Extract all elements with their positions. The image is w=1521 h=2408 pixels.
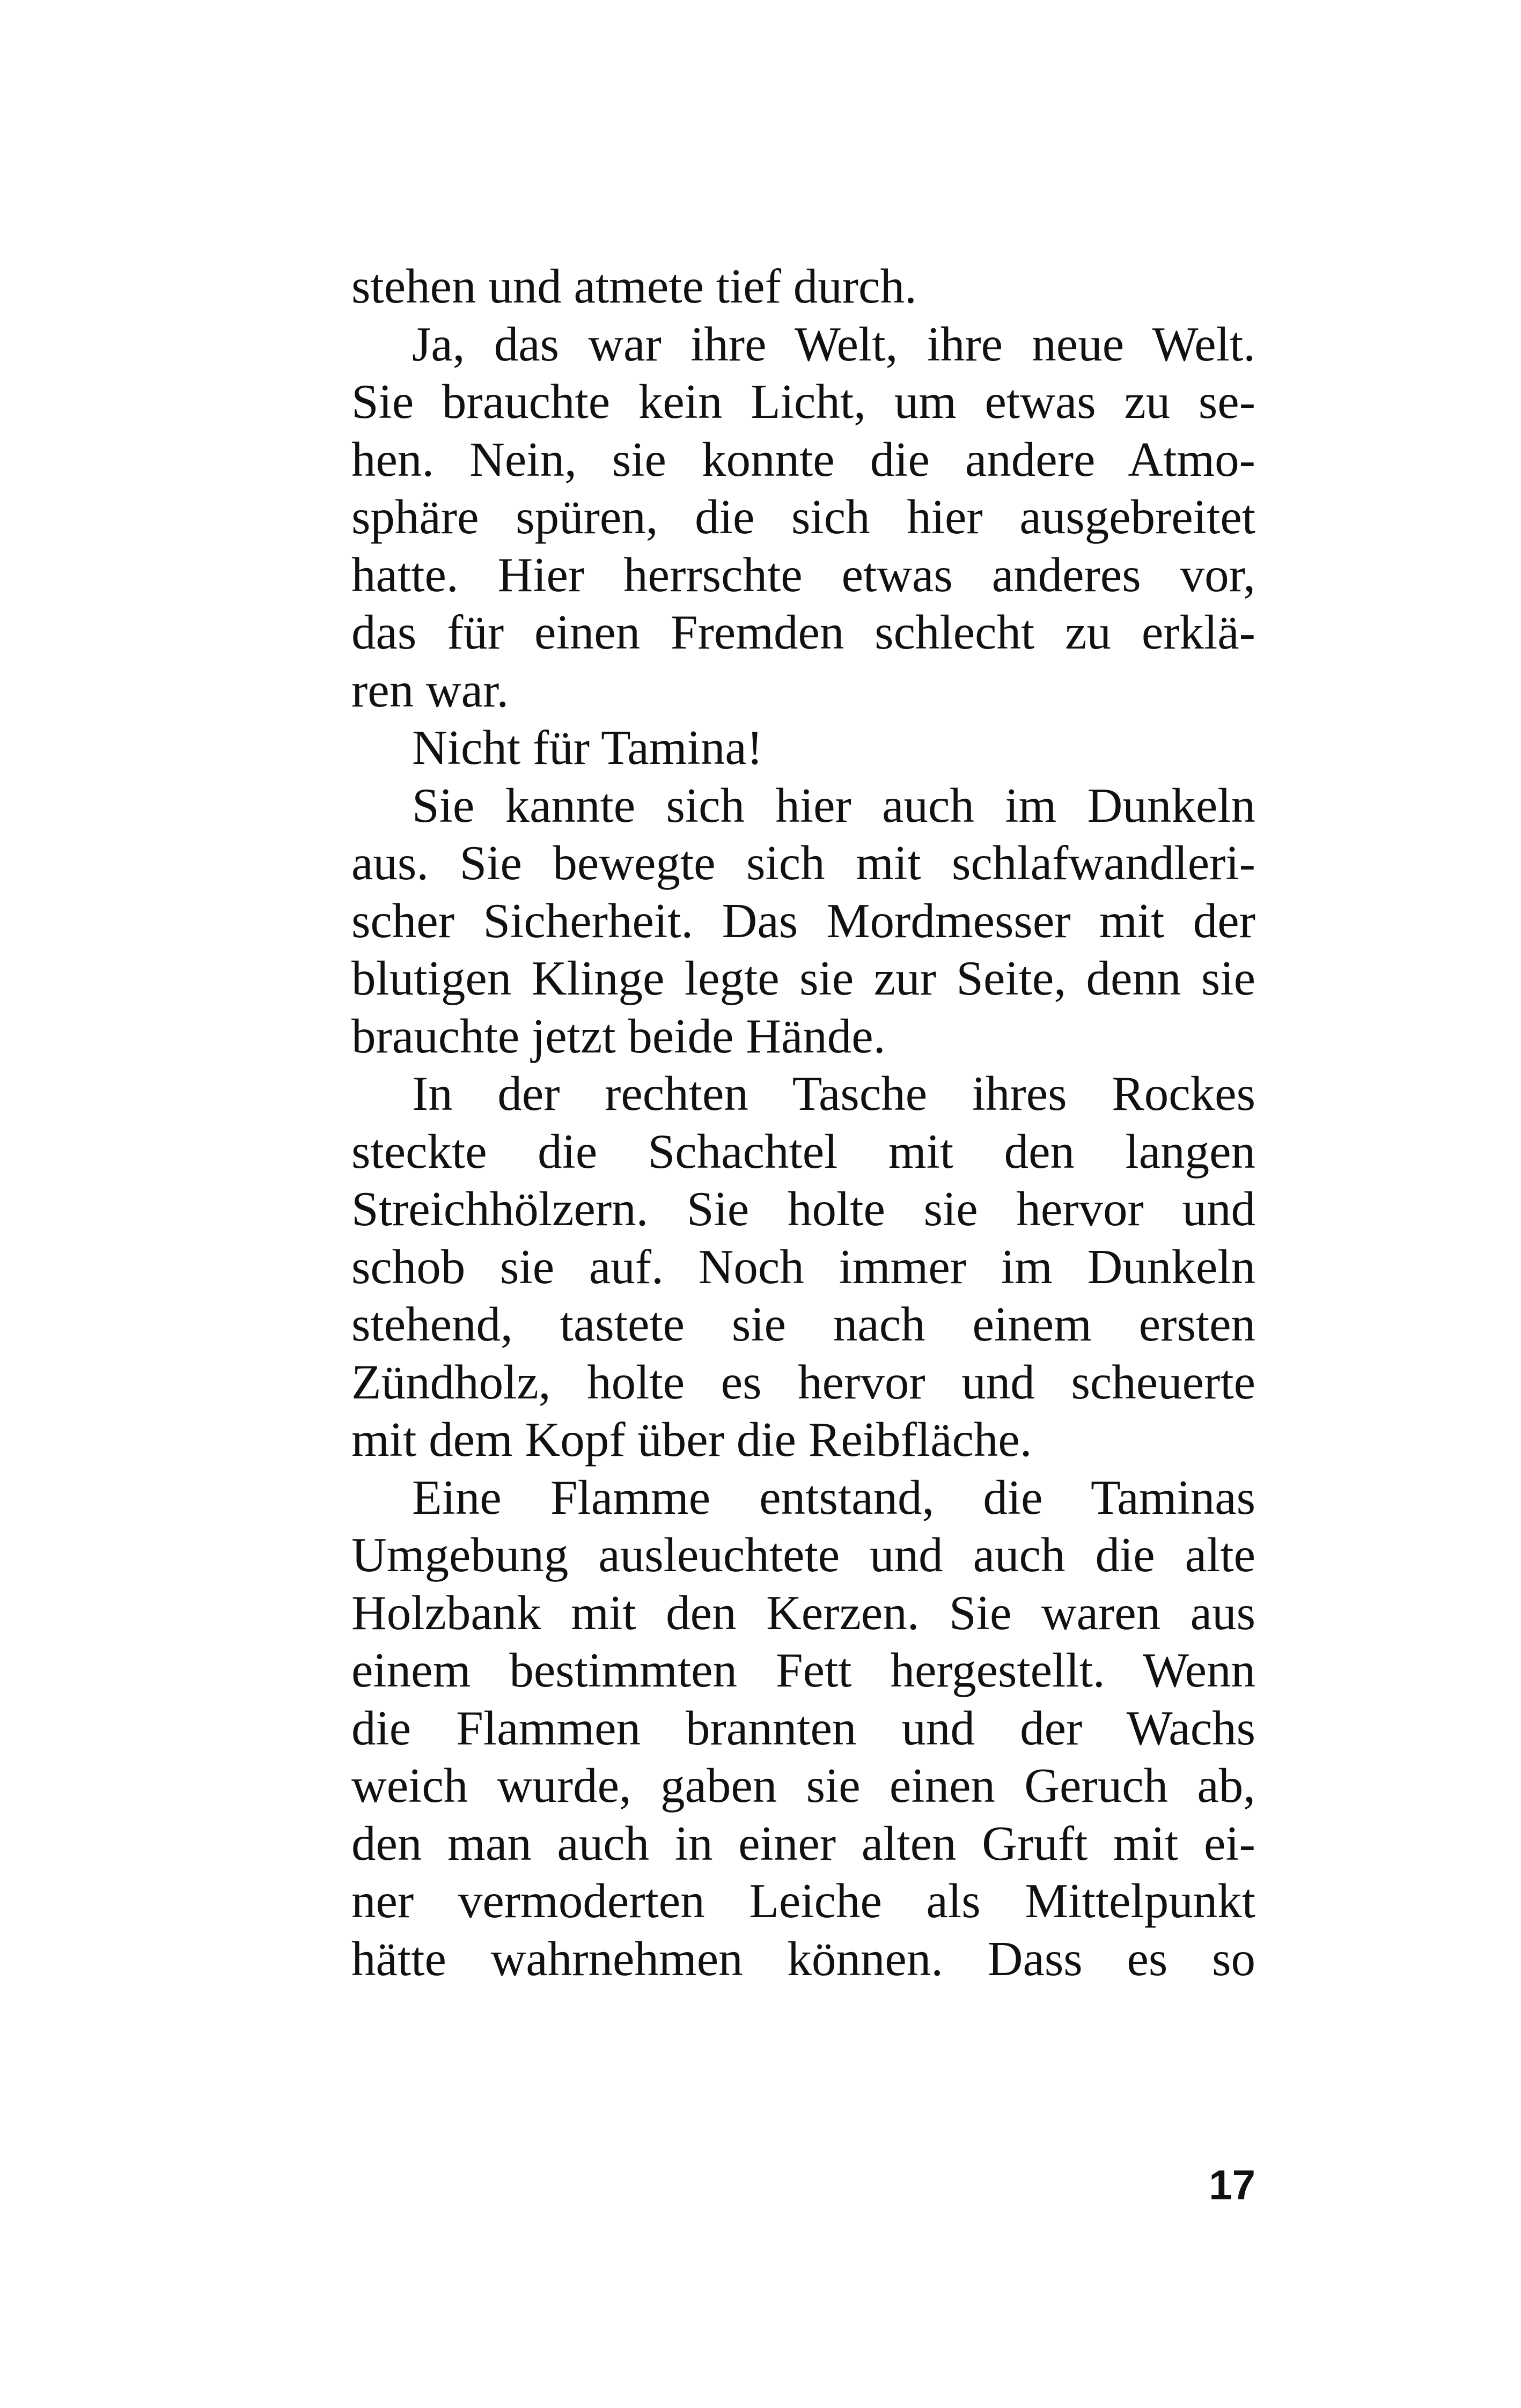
text-line: Holzbank mit den Kerzen. Sie waren aus [351, 1585, 1255, 1640]
text-line: einem bestimmten Fett hergestellt. Wenn [351, 1643, 1255, 1697]
text-line: Eine Flamme entstand, die Taminas [412, 1470, 1255, 1525]
text-line: die Flammen brannten und der Wachs [351, 1700, 1255, 1755]
text-line: schob sie auf. Noch immer im Dunkeln [351, 1239, 1255, 1294]
page-number: 17 [1209, 2161, 1255, 2208]
text-line: hätte wahrnehmen können. Dass es so [351, 1931, 1255, 1986]
text-line: hen. Nein, sie konnte die andere Atmo- [351, 432, 1255, 487]
text-line: das für einen Fremden schlecht zu erklä- [351, 605, 1255, 659]
text-line: stehen und atmete tief durch. [351, 259, 917, 313]
text-line: ner vermoderten Leiche als Mittelpunkt [351, 1874, 1255, 1928]
text-line: Sie kannte sich hier auch im Dunkeln [412, 778, 1255, 833]
text-line: mit dem Kopf über die Reibfläche. [351, 1412, 1032, 1467]
text-line: weich wurde, gaben sie einen Geruch ab, [351, 1758, 1255, 1813]
text-line: hatte. Hier herrschte etwas anderes vor, [351, 547, 1255, 602]
text-line: sphäre spüren, die sich hier ausgebreitet [351, 490, 1255, 544]
text-line: Streichhölzern. Sie holte sie hervor und [351, 1182, 1255, 1236]
text-line: Umgebung ausleuchtete und auch die alte [351, 1528, 1255, 1582]
text-line: ren war. [351, 662, 509, 717]
text-line: aus. Sie bewegte sich mit schlafwandleri- [351, 836, 1255, 890]
text-line: den man auch in einer alten Gruft mit ei- [351, 1816, 1255, 1871]
text-line: steckte die Schachtel mit den langen [351, 1124, 1255, 1179]
body-text [351, 257, 1255, 1987]
text-line: scher Sicherheit. Das Mordmesser mit der [351, 893, 1255, 948]
text-line: brauchte jetzt beide Hände. [351, 1008, 886, 1063]
text-line: Ja, das war ihre Welt, ihre neue Welt. [412, 316, 1255, 371]
text-line: stehend, tastete sie nach einem ersten [351, 1297, 1255, 1351]
text-line: Zündholz, holte es hervor und scheuerte [351, 1354, 1255, 1409]
text-line: Sie brauchte kein Licht, um etwas zu se- [351, 374, 1255, 429]
text-line: Nicht für Tamina! [412, 720, 763, 775]
text-line: In der rechten Tasche ihres Rockes [412, 1066, 1255, 1121]
text-line: blutigen Klinge legte sie zur Seite, denn sie [351, 951, 1255, 1005]
